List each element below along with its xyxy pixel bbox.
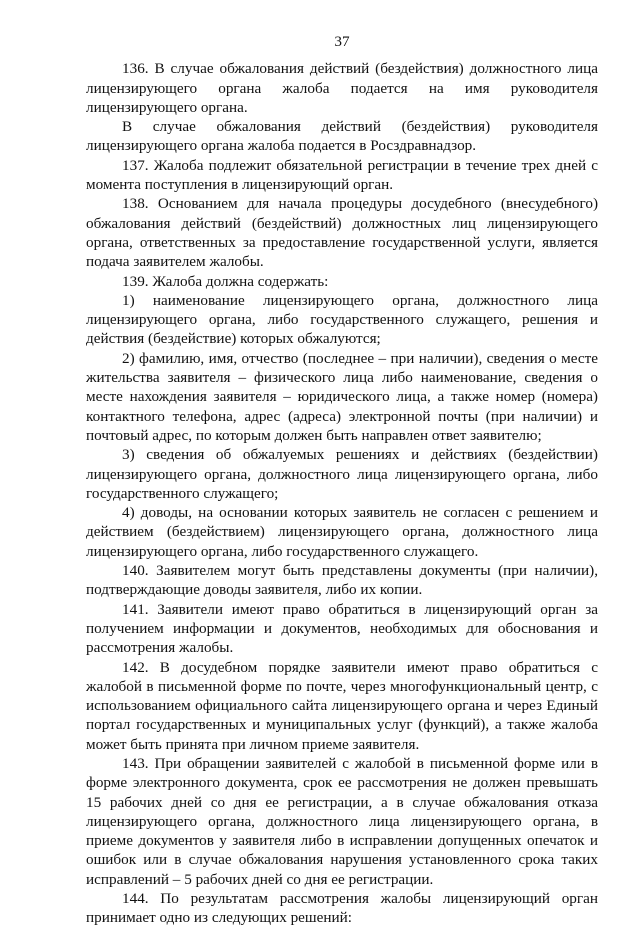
list-item-4: 4) доводы, на основании которых заявитель не согласен с решением и действием (бездействием) лицензирующего органа, должностного лица лицензирующего органа, либо государственного служащего. bbox=[86, 504, 598, 560]
paragraph-140: 140. Заявителем могут быть представлены документы (при наличии), подтверждающие доводы заявителя, либо их копии. bbox=[86, 562, 598, 599]
page-number: 37 bbox=[334, 33, 350, 50]
list-item-3: 3) сведения об обжалуемых решениях и действиях (бездействии) лицензирующего органа, должностного лица лицензирующего органа, либо государственного служащего; bbox=[86, 446, 598, 502]
paragraph-141: 141. Заявители имеют право обратиться в лицензирующий орган за получением информации и документов, необходимых для обоснования и рассмотрения жалобы. bbox=[86, 600, 598, 657]
paragraph-144: 144. По результатам рассмотрения жалобы лицензирующий орган принимает одно из следующих решений: bbox=[86, 890, 598, 927]
list-item-2: 2) фамилию, имя, отчество (последнее – при наличии), сведения о месте жительства заявителя – физического лица либо наименование, сведения о месте нахождения заявителя – юридического лица, а также номер (номера) контактного телефона, адрес (адреса) электронной почты (при наличии) и почтовый адрес, по которым должен быть направлен ответ заявителю; bbox=[86, 349, 598, 444]
document-page bbox=[86, 32, 598, 928]
paragraph-136: 136. В случае обжалования действий (бездействия) должностного лица лицензирующего органа жалоба подается на имя руководителя лицензирующего органа. bbox=[86, 60, 598, 116]
paragraph-138: 138. Основанием для начала процедуры досудебного (внесудебного) обжалования действий (бездействий) должностных лиц лицензирующего органа, ответственных за предоставление государственной услуги, является подача заявителем жалобы. bbox=[86, 195, 598, 271]
paragraph-137: 137. Жалоба подлежит обязательной регистрации в течение трех дней с момента поступления в лицензирующий орган. bbox=[86, 156, 598, 194]
paragraph-136-continued: В случае обжалования действий (бездействия) руководителя лицензирующего органа жалоба подается в Росздравнадзор. bbox=[86, 118, 598, 155]
paragraph-139: 139. Жалоба должна содержать: bbox=[122, 272, 329, 290]
paragraph-142: 142. В досудебном порядке заявители имеют право обратиться с жалобой в письменной форме по почте, через многофункциональный центр, с использованием официального сайта лицензирующего органа и через Единый портал государственных и муниципальных услуг (функций), а также жалоба может быть принята при личном приеме заявителя. bbox=[86, 658, 598, 753]
list-item-1: 1) наименование лицензирующего органа, должностного лица лицензирующего органа, либо государственного служащего, решения и действия (бездействие) которых обжалуются; bbox=[86, 291, 598, 348]
paragraph-143: 143. При обращении заявителей с жалобой в письменной форме или в форме электронного документа, срок ее рассмотрения не должен превышать 15 рабочих дней со дня ее регистрации, а в случае обжалования отказа лицензирующего органа, должностного лица лицензирующего органа, в приеме документов у заявителя либо в исправлении допущенных опечаток и ошибок или в случае обжалования нарушения установленного срока таких исправлений – 5 рабочих дней со дня ее регистрации. bbox=[86, 754, 598, 888]
